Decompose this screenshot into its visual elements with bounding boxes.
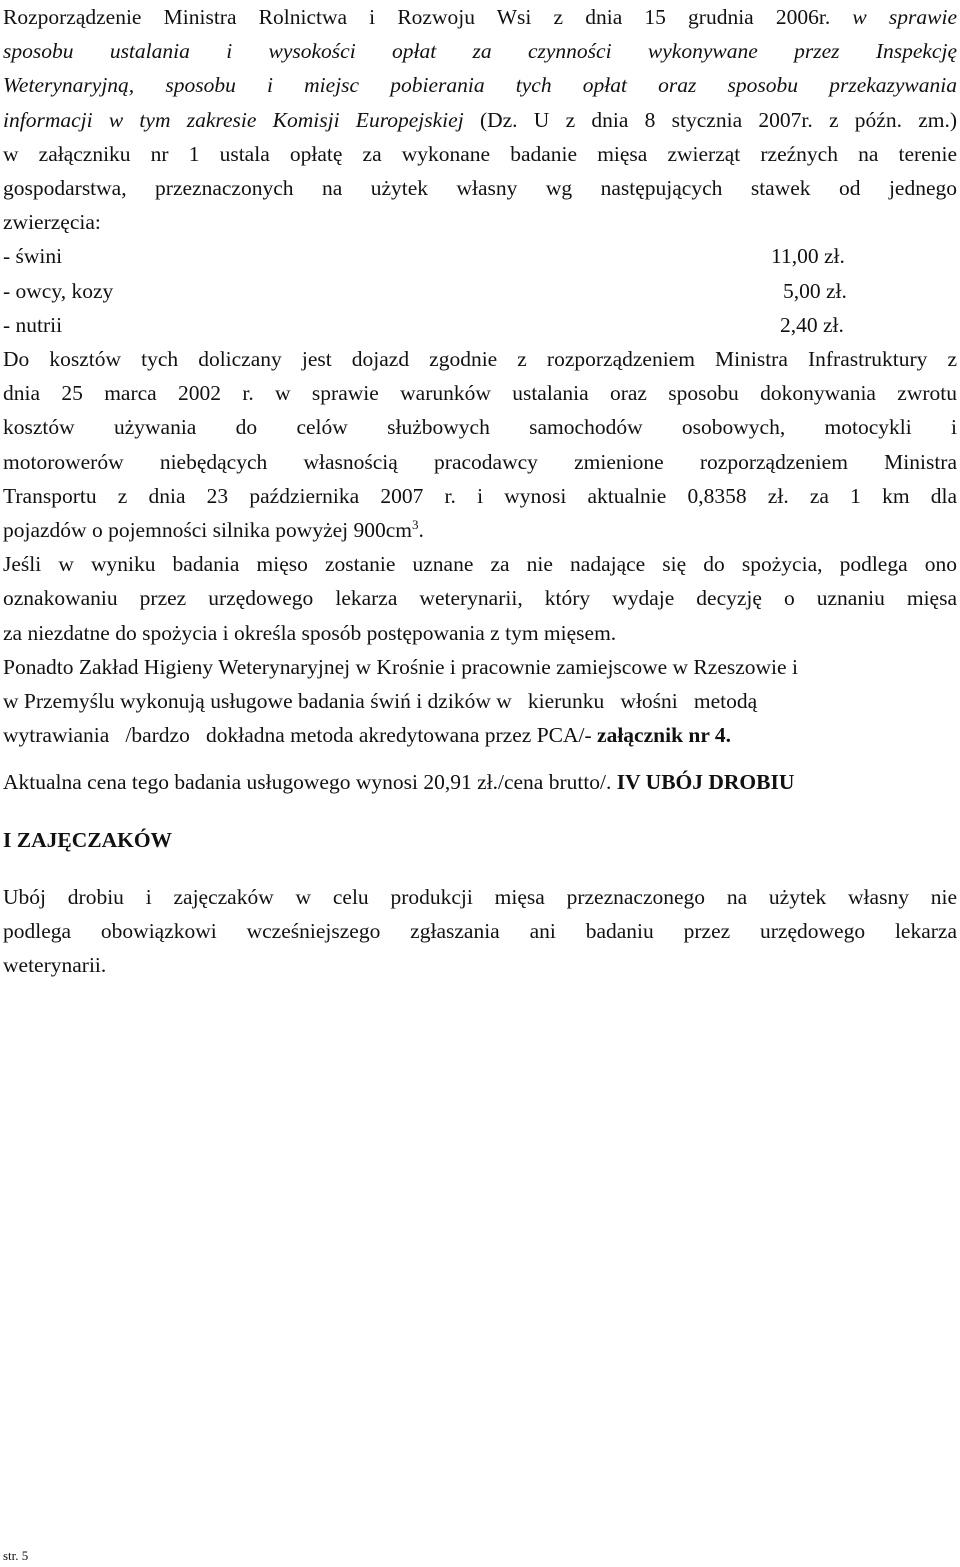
page-number: str. 5 bbox=[3, 1548, 29, 1563]
fee-amount: 5,00 zł. bbox=[783, 278, 847, 303]
travel-line: Transportu z dnia 23 października 2007 r. i wynosi aktualnie 0,8358 zł. za 1 km dla bbox=[3, 483, 957, 508]
fee-animal: - owcy, kozy bbox=[3, 278, 114, 303]
lab-line: wytrawiania /bardzo dokładna metoda akredytowana przez PCA/- załącznik nr 4. bbox=[3, 723, 732, 748]
fee-animal: - świni bbox=[3, 244, 63, 269]
fee-amount: 11,00 zł. bbox=[771, 244, 845, 269]
travel-line: kosztów używania do celów służbowych samochodów osobowych, motocykli i bbox=[3, 415, 957, 440]
unfit-line: Jeśli w wyniku badania mięso zostanie uznane za nie nadające się do spożycia, podlega ono bbox=[3, 552, 957, 577]
regulation-line: Rozporządzenie Ministra Rolnictwa i Rozwoju Wsi z dnia 15 grudnia 2006r. w sprawie bbox=[3, 5, 957, 29]
unfit-line: za niezdatne do spożycia i określa sposób postępowania z tym mięsem. bbox=[3, 620, 617, 645]
poultry-line: podlega obowiązkowi wcześniejszego zgłaszania ani badaniu przez urzędowego lekarza bbox=[3, 919, 957, 944]
poultry-paragraph bbox=[3, 880, 957, 983]
fee-list bbox=[3, 239, 957, 342]
section-heading-continued: I ZAJĘCZAKÓW bbox=[3, 827, 173, 852]
fee-animal: - nutrii bbox=[3, 312, 63, 337]
regulation-line: Weterynaryjną, sposobu i miejsc pobierania tych opłat oraz sposobu przekazywania bbox=[3, 73, 957, 98]
lab-line: w Przemyślu wykonują usługowe badania świń i dzików w kierunku włośni metodą bbox=[3, 689, 758, 714]
regulation-line: sposobu ustalania i wysokości opłat za czynności wykonywane przez Inspekcję bbox=[3, 39, 957, 64]
fee-row bbox=[3, 274, 957, 308]
fee-row bbox=[3, 239, 957, 273]
attachment-reference: załącznik nr 4. bbox=[597, 723, 732, 748]
regulation-line: informacji w tym zakresie Komisji Europejskiej (Dz. U z dnia 8 stycznia 2007r. z późn. zm.) bbox=[3, 107, 958, 132]
regulation-line: zwierzęcia: bbox=[3, 210, 101, 235]
travel-line: motorowerów niebędących własnością pracodawcy zmienione rozporządzeniem Ministra bbox=[3, 449, 957, 474]
price-line: Aktualna cena tego badania usługowego wynosi 20,91 zł./cena brutto/. IV UBÓJ DROBIU bbox=[3, 770, 795, 795]
poultry-line: weterynarii. bbox=[3, 953, 107, 978]
poultry-line: Ubój drobiu i zajęczaków w celu produkcji mięsa przeznaczonego na użytek własny nie bbox=[3, 884, 957, 909]
laboratory-paragraph bbox=[3, 650, 957, 753]
regulation-line: gospodarstwa, przeznaczonych na użytek własny wg następujących stawek od jednego bbox=[3, 176, 957, 201]
document-page bbox=[3, 0, 957, 982]
travel-line: pojazdów o pojemności silnika powyżej $900cm^3$. bbox=[3, 516, 424, 543]
lab-line: Ponadto Zakład Higieny Weterynaryjnej w Krośnie i pracownie zamiejscowe w Rzeszowie i bbox=[3, 654, 798, 679]
travel-line: dnia 25 marca 2002 r. w sprawie warunków ustalania oraz sposobu dokonywania zwrotu bbox=[3, 381, 957, 406]
travel-paragraph bbox=[3, 342, 957, 547]
regulation-line: w załączniku nr 1 ustala opłatę za wykonane badanie mięsa zwierząt rzeźnych na terenie bbox=[3, 141, 957, 166]
unfit-line: oznakowaniu przez urzędowego lekarza weterynarii, który wydaje decyzję o uznaniu mięsa bbox=[3, 586, 957, 611]
unfit-meat-paragraph bbox=[3, 547, 957, 650]
regulation-paragraph bbox=[3, 0, 957, 239]
travel-line: Do kosztów tych doliczany jest dojazd zgodnie z rozporządzeniem Ministra Infrastruktury z bbox=[3, 347, 957, 372]
section-heading: IV UBÓJ DROBIU bbox=[616, 770, 795, 795]
fee-amount: 2,40 zł. bbox=[780, 312, 844, 337]
fee-row bbox=[3, 308, 957, 342]
